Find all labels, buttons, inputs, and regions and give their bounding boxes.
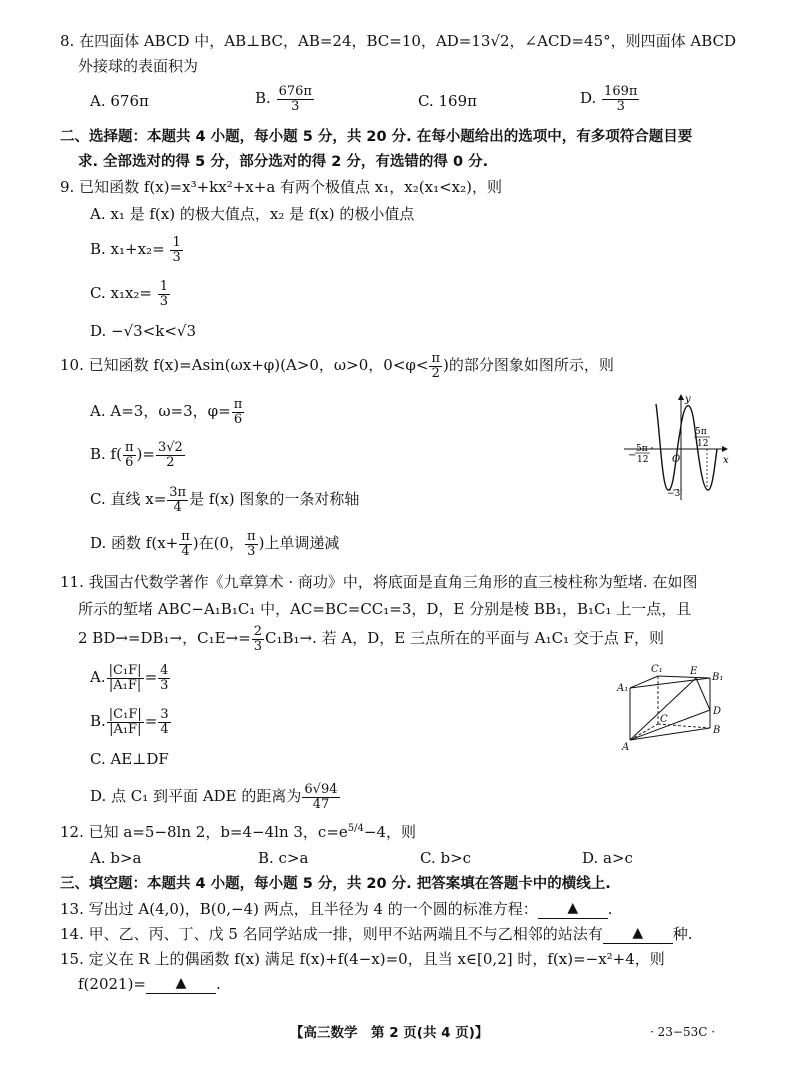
q9-stem: 9. 已知函数 f(x)=x³+kx²+x+a 有两个极值点 x₁，x₂(x₁<x₂)，则	[60, 178, 502, 196]
label-b: B	[713, 725, 721, 736]
q9-option-b	[90, 236, 184, 264]
q8-option-d	[580, 85, 640, 113]
label-d: D	[713, 706, 722, 717]
q12-stem-prefix: 12. 已知 a=5−8ln 2，b=4−4ln 3，c=e	[60, 823, 348, 841]
q10-option-c-suffix: 是 f(x) 图象的一条对称轴	[189, 490, 360, 509]
q8-option-d-fraction: $\frac{169\pi}{3}$	[604, 84, 638, 114]
q14-line	[60, 925, 693, 946]
q11-stem-fraction: $\frac{2}{3}$	[253, 624, 262, 654]
q10-stem-fraction: $\frac{\pi}{2}$	[431, 351, 440, 381]
q10-sine-graph	[622, 392, 732, 502]
q8-stem-line2: 外接球的表面积为	[78, 57, 199, 75]
label-b1: B₁	[712, 672, 724, 683]
q11-option-a	[90, 664, 171, 692]
left-tick-den: 12	[637, 455, 649, 465]
q9-option-b-fraction: $\frac{1}{3}$	[172, 235, 181, 265]
q12-exponent: 5/4	[347, 823, 364, 834]
q8-option-b-prefix: B.	[255, 89, 271, 108]
q10-option-d-prefix: D. 函数 f(x+	[90, 534, 179, 553]
q11-option-b	[90, 708, 172, 736]
section2-heading-line1: 二、选择题：本题共 4 小题，每小题 5 分，共 20 分. 在每小题给出的选项中，有多项符合题目要	[60, 129, 693, 145]
left-tick-sign: −	[628, 450, 637, 461]
y-axis-label: y	[685, 394, 691, 405]
q13-line	[60, 900, 613, 921]
label-e: E	[690, 666, 698, 677]
page-footer-center: 【高三数学 第 2 页(共 4 页)】	[290, 1025, 489, 1041]
q10-option-a-fraction: $\frac{\pi}{6}$	[233, 397, 243, 427]
q10-option-a-prefix: A. A=3，ω=3，φ=	[90, 402, 231, 421]
q11-stem-line1: 11. 我国古代数学著作《九章算术 · 商功》中，将底面是直角三角形的直三棱柱称为堑堵. 在如图	[60, 573, 698, 591]
q10-option-d-mid: )在(0，	[192, 534, 245, 553]
q11-option-b-fraction1: $\frac{\text{|C₁F|}}{\text{|A₁F|}}$	[108, 707, 142, 737]
q14-end: 种.	[672, 925, 693, 943]
q11-option-a-fraction2: $\frac{4}{3}$	[160, 663, 169, 693]
q11-option-d-prefix: D. 点 C₁ 到平面 ADE 的距离为	[90, 787, 302, 806]
min-value-label: −3	[667, 489, 681, 499]
q11-stem-line3	[78, 625, 664, 653]
q10-option-d	[90, 530, 339, 558]
q10-option-b	[90, 441, 186, 469]
edge-a-b	[630, 728, 710, 740]
q10-option-b-fraction2: $\frac{3√2}{2}$	[157, 440, 183, 470]
q12-option-a: A. b>a	[90, 849, 142, 867]
q11-stem-line3-b: C₁B₁→. 若 A，D，E 三点所在的平面与 A₁C₁ 交于点 F，则	[265, 629, 665, 648]
q9-option-c-prefix: C. x₁x₂=	[90, 284, 152, 303]
q10-option-b-fraction1: $\frac{\pi}{6}$	[124, 440, 134, 470]
q14-stem: 14. 甲、乙、丙、丁、戊 5 名同学站成一排，则甲不站两端且不与乙相邻的站法有	[60, 925, 603, 943]
q9-option-b-prefix: B. x₁+x₂=	[90, 240, 165, 259]
q11-option-b-eq: =	[144, 712, 158, 731]
q9-option-a: A. x₁ 是 f(x) 的极大值点，x₂ 是 f(x) 的极小值点	[90, 205, 415, 223]
q11-option-b-fraction2: $\frac{3}{4}$	[160, 707, 169, 737]
q15-answer-blank[interactable]: ▲	[146, 975, 216, 994]
q10-option-a	[90, 398, 245, 426]
q11-option-c: C. AE⊥DF	[90, 750, 169, 768]
q8-stem-line1: 8. 在四面体 ABCD 中，AB⊥BC，AB=24，BC=10，AD=13√2，∠ACD=45°，则四面体 ABCD	[60, 32, 737, 50]
segment-a-e	[630, 678, 696, 740]
q8-option-a: A. 676π	[90, 92, 149, 110]
q15-stem-line1: 15. 定义在 R 上的偶函数 f(x) 满足 f(x)+f(4−x)=0，且当 x∈[0,2] 时，f(x)=−x²+4，则	[60, 950, 665, 968]
q11-prism-figure	[615, 662, 730, 752]
q12-option-d: D. a>c	[582, 849, 633, 867]
label-c: C	[660, 714, 668, 725]
left-tick-num: 5π	[636, 444, 648, 454]
section3-heading: 三、填空题：本题共 4 小题，每小题 5 分，共 20 分. 把答案填在答题卡中的横线上.	[60, 876, 611, 892]
q12-stem	[60, 823, 416, 842]
q10-option-d-suffix: )上单调递减	[258, 534, 340, 553]
q11-stem-line2: 所示的堑堵 ABC−A₁B₁C₁ 中，AC=BC=CC₁=3，D，E 分别是棱 BB₁，B₁C₁ 上一点，且	[78, 600, 692, 618]
q10-option-c	[90, 486, 359, 514]
q11-option-d	[90, 783, 341, 811]
q10-stem-prefix: 10. 已知函数 f(x)=Asin(ωx+φ)(A>0，ω>0，0<φ<	[60, 356, 429, 375]
q15-end: .	[216, 975, 221, 993]
q13-stem: 13. 写出过 A(4,0)，B(0,−4) 两点，且半径为 4 的一个圆的标准方程：	[60, 900, 538, 918]
y-axis-arrow-icon	[678, 394, 684, 400]
q11-option-b-prefix: B.	[90, 712, 106, 731]
q15-line2	[78, 975, 221, 996]
x-axis-label: x	[723, 455, 729, 466]
x-axis-arrow-icon	[722, 446, 728, 452]
q8-option-d-prefix: D.	[580, 89, 597, 108]
q15-stem-line2: f(2021)=	[78, 975, 146, 993]
q8-option-b-fraction: $\frac{676\pi}{3}$	[278, 84, 312, 114]
q9-option-d: D. −√3<k<√3	[90, 322, 197, 340]
right-tick-num: 5π	[695, 427, 707, 437]
q12-stem-suffix: −4，则	[363, 823, 416, 841]
origin-label: O	[672, 454, 681, 465]
q9-option-c-fraction: $\frac{1}{3}$	[159, 279, 169, 309]
q10-option-d-fraction1: $\frac{\pi}{4}$	[181, 529, 190, 559]
label-a: A	[622, 742, 630, 752]
q14-answer-blank[interactable]: ▲	[603, 925, 673, 944]
q11-option-a-prefix: A.	[90, 668, 106, 687]
q10-option-d-fraction2: $\frac{\pi}{3}$	[247, 529, 256, 559]
right-tick-den: 12	[697, 439, 709, 449]
q11-option-a-fraction1: $\frac{\text{|C₁F|}}{\text{|A₁F|}}$	[108, 663, 142, 693]
q12-option-c: C. b>c	[420, 849, 472, 867]
segment-e-d	[696, 678, 710, 710]
q10-stem-suffix: )的部分图象如图所示，则	[443, 356, 614, 375]
page-footer-code: · 23−53C ·	[650, 1025, 716, 1039]
q10-stem	[60, 352, 614, 380]
q10-option-b-prefix: B. f(	[90, 445, 122, 464]
q10-option-b-mid: )=	[136, 445, 155, 464]
q8-option-c: C. 169π	[418, 92, 477, 110]
q13-end: .	[607, 900, 613, 918]
section2-heading-line2: 求. 全部选对的得 5 分，部分选对的得 2 分，有选错的得 0 分.	[78, 154, 489, 170]
q13-answer-blank[interactable]: ▲	[538, 900, 608, 919]
q10-option-c-fraction: $\frac{3\pi}{4}$	[169, 485, 187, 515]
label-a1: A₁	[617, 683, 629, 694]
q9-option-c	[90, 280, 171, 308]
label-c1: C₁	[651, 664, 663, 675]
q10-option-c-prefix: C. 直线 x=	[90, 490, 167, 509]
q11-stem-line3-a: 2 BD→=DB₁→，C₁E→=	[78, 629, 251, 648]
q12-option-b: B. c>a	[258, 849, 309, 867]
q8-option-b	[255, 85, 315, 113]
q11-option-a-eq: =	[144, 668, 158, 687]
q11-option-d-fraction: $\frac{6√94}{47}$	[304, 782, 338, 812]
edge-c1-b1	[658, 676, 710, 678]
